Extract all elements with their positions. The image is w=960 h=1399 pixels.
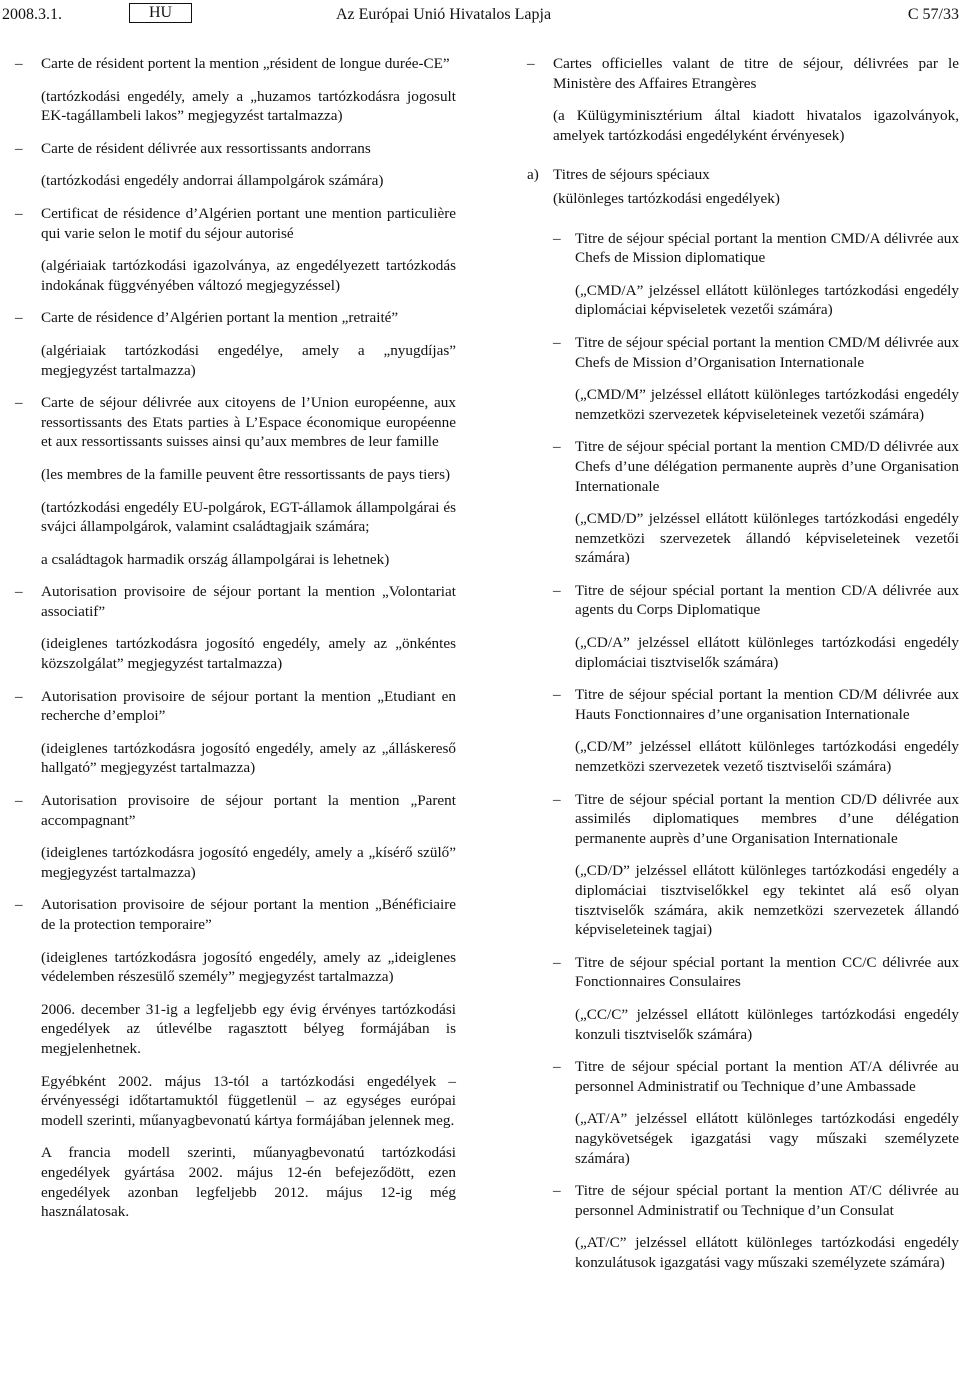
list-item-translation: („CMD/M” jelzéssel ellátott különleges tartózkodási engedély nemzetközi szervezetek képviseleteinek vezetői számára)	[575, 386, 959, 423]
list-item-french: – Carte de résident délivrée aux ressortissants andorrans	[15, 139, 456, 159]
journal-title: Az Európai Unió Hivatalos Lapja	[336, 6, 552, 23]
list-item-translation: („CD/D” jelzéssel ellátott különleges tartózkodási engedély a diplomáciai tisztviselőkkel egy tekintet alá eső olyan tisztviselők számára, akik nemzetközi szervezetek állandó képviseleteinek tagjai)	[575, 862, 959, 939]
list-item-translation: („CC/C” jelzéssel ellátott különleges tartózkodási engedély konzuli tisztviselők számára)	[575, 1005, 959, 1043]
paragraph: Egyébként 2002. május 13-tól a tartózkodási engedélyek – érvényességi időtartamuktól függetlenül – az egységes európai modell szerinti, műanyagbevonatú kártya formájában jelennek meg.	[41, 1072, 456, 1129]
page-header	[0, 0, 960, 30]
list-item-french: – Titre de séjour spécial portant la mention CD/M délivrée aux Hauts Fonctionnaires d’une organisation Internationale	[553, 685, 959, 724]
list-item-french: – Certificat de résidence d’Algérien portant une mention particulière qui varie selon le motif du séjour autorisé	[15, 204, 456, 243]
list-item-translation: („CMD/D” jelzéssel ellátott különleges tartózkodási engedély nemzetközi szervezetek állandó képviseleteinek vezetői számára)	[575, 510, 959, 567]
right-top-list	[527, 54, 959, 145]
paragraph: 2006. december 31-ig a legfeljebb egy évig érvényes tartózkodási engedélyek az útlevélbe ragasztott bélyeg formájában is megjelenhetnek.	[41, 1000, 456, 1057]
list-item-french: – Autorisation provisoire de séjour portant la mention „Parent accompagnant”	[15, 791, 456, 830]
list-item-translation: (ideiglenes tartózkodásra jogosító engedély, amely az „önkéntes közszolgálat” megjegyzést tartalmazza)	[41, 635, 456, 673]
list-item-french: – Titre de séjour spécial portant la mention CD/D délivrée aux assimilés diplomatiques membres d’une délégation permanente auprès d’une Organisation Internationale	[553, 790, 959, 849]
list-item-french: – Titre de séjour spécial portant la mention CMD/D délivrée aux Chefs d’une délégation permanente auprès d’une Organisation Internationale	[553, 437, 959, 496]
right-column	[527, 50, 959, 1273]
list-item-french: – Carte de séjour délivrée aux citoyens de l’Union européenne, aux ressortissants des Etats parties à L’Espace économique européenne et aux ressortissants suisses ainsi qu’aux membres de leur famille	[15, 393, 456, 452]
list-item-translation: (les membres de la famille peuvent être ressortissants de pays tiers)	[41, 465, 451, 483]
list-item-translation: a családtagok harmadik ország állampolgárai is lehetnek)	[41, 550, 390, 568]
left-column	[15, 50, 456, 1222]
list-item-translation: (ideiglenes tartózkodásra jogosító engedély, amely az „álláskereső hallgató” megjegyzést tartalmazza)	[41, 739, 456, 777]
list-item-translation: („CD/A” jelzéssel ellátott különleges tartózkodási engedély diplomáciai tisztviselők számára)	[575, 634, 959, 671]
list-item-translation: („AT/A” jelzéssel ellátott különleges tartózkodási engedély nagykövetségek igazgatási vagy műszaki személyzete számára)	[575, 1110, 959, 1167]
list-item-translation: (tartózkodási engedély, amely a „huzamos tartózkodásra jogosult EK-tagállambeli lakos” megjegyzést tartalmazza)	[41, 87, 456, 125]
list-item-translation: (ideiglenes tartózkodásra jogosító engedély, amely a „kísérő szülő” megjegyzést tartalmazza)	[41, 844, 456, 881]
list-item-french: – Autorisation provisoire de séjour portant la mention „Bénéficiaire de la protection temporaire”	[15, 895, 456, 934]
section-a-title: Titres de séjours spéciaux	[553, 166, 710, 184]
list-item-french: – Titre de séjour spécial portant la mention CD/A délivrée aux agents du Corps Diplomatique	[553, 581, 959, 620]
language-badge: HU	[129, 3, 192, 23]
list-item-french: – Carte de résidence d’Algérien portant la mention „retraité”	[15, 308, 456, 328]
section-a-subtitle: (különleges tartózkodási engedélyek)	[553, 189, 780, 207]
header-date: 2008.3.1.	[2, 6, 62, 23]
list-item-translation: („CD/M” jelzéssel ellátott különleges tartózkodási engedély nemzetközi szervezetek vezető tisztviselői számára)	[575, 738, 959, 776]
list-item-translation: („AT/C” jelzéssel ellátott különleges tartózkodási engedély konzulátusok igazgatási vagy műszaki személyzete számára)	[575, 1234, 959, 1271]
list-item-translation: (tartózkodási engedély EU-polgárok, EGT-államok állampolgárai és svájci állampolgárok, valamint családtagjaik számára;	[41, 498, 456, 536]
list-item-french: – Titre de séjour spécial portant la mention AT/C délivrée au personnel Administratif ou Technique d’un Consulat	[553, 1181, 959, 1220]
section-a-items	[527, 229, 959, 1273]
list-item-french: – Autorisation provisoire de séjour portant la mention „Etudiant en recherche d’emploi”	[15, 687, 456, 726]
list-item-french: – Carte de résident portent la mention „résident de longue durée-CE”	[15, 54, 456, 74]
list-item-french: – Titre de séjour spécial portant la mention CC/C délivrée aux Fonctionnaires Consulaires	[553, 953, 959, 992]
list-item-french: – Titre de séjour spécial portant la mention CMD/A délivrée aux Chefs de Mission diplomatique	[553, 229, 959, 268]
list-item-translation: (tartózkodási engedély andorrai állampolgárok számára)	[41, 172, 384, 190]
list-item-translation: (algériaiak tartózkodási igazolványa, az engedélyezett tartózkodás indokának függvényében változó megjegyzéssel)	[41, 257, 456, 294]
page-number: C 57/33	[907, 6, 959, 23]
section-a	[527, 165, 959, 208]
list-item-french: – Titre de séjour spécial portant la mention AT/A délivrée au personnel Administratif ou Technique d’une Ambassade	[553, 1057, 959, 1096]
paragraph: A francia modell szerinti, műanyagbevonatú tartózkodási engedélyek gyártása 2002. május 12-én befejeződött, ezen engedélyek azonban legfeljebb 2012. május 12-ig még használatosak.	[41, 1144, 456, 1221]
list-item-translation: (a Külügyminisztérium által kiadott hivatalos igazolványok, amelyek tartózkodási engedélyként érvényesek)	[553, 107, 959, 144]
list-item-translation: (algériaiak tartózkodási engedélye, amely a „nyugdíjas” megjegyzést tartalmazza)	[41, 341, 456, 379]
list-item-french: – Titre de séjour spécial portant la mention CMD/M délivrée aux Chefs de Mission d’Organisation Internationale	[553, 333, 959, 372]
list-item-french: – Autorisation provisoire de séjour portant la mention „Volontariat associatif”	[15, 582, 456, 621]
section-a-label: a)	[527, 166, 539, 184]
list-item-french: – Cartes officielles valant de titre de séjour, délivrées par le Ministère des Affaires Etrangères	[527, 54, 959, 93]
list-item-translation: („CMD/A” jelzéssel ellátott különleges tartózkodási engedély diplomáciai képviseletek vezetői számára)	[575, 281, 959, 319]
list-item-translation: (ideiglenes tartózkodásra jogosító engedély, amely az „ideiglenes védelemben részesülő személy” megjegyzést tartalmazza)	[41, 948, 456, 986]
